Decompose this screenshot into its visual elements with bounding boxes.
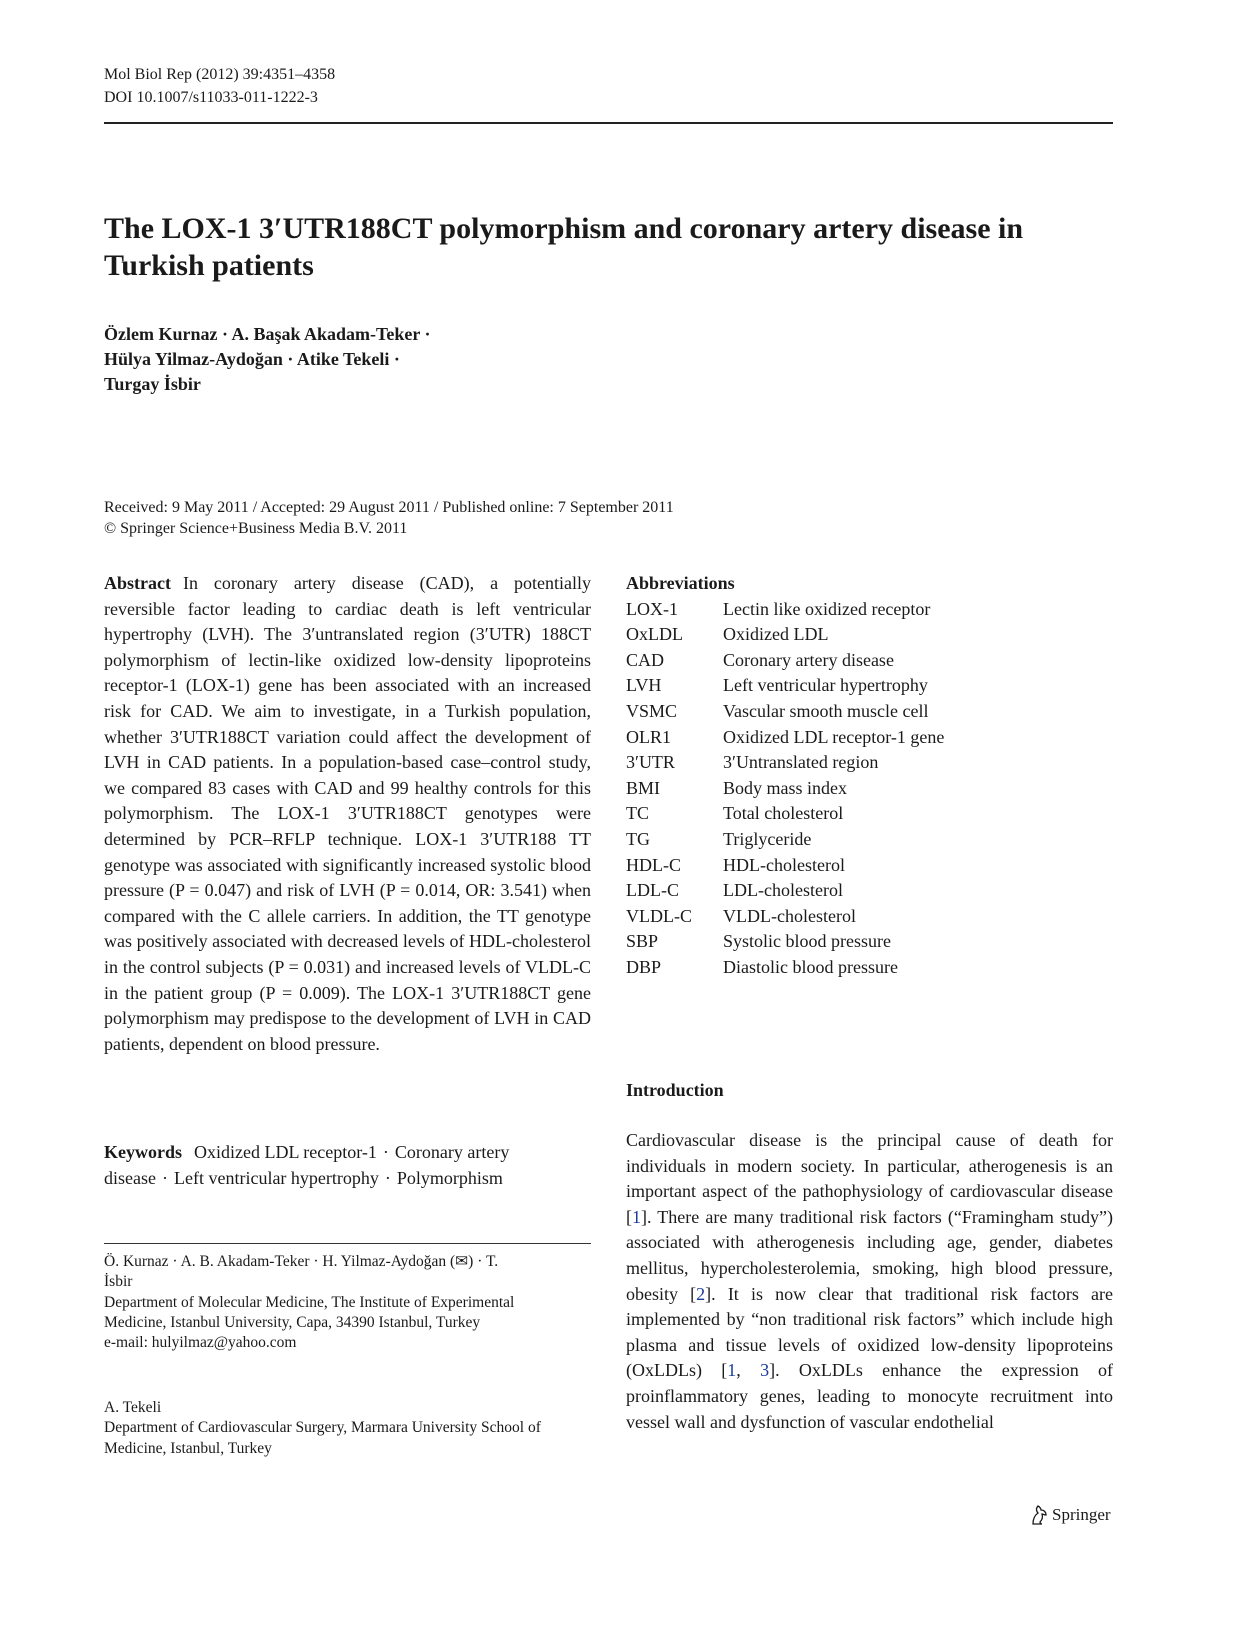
abbreviation-definition: Coronary artery disease (723, 649, 894, 670)
abbreviation-row (626, 853, 1113, 879)
publisher-name: Springer (1052, 1505, 1111, 1524)
abstract-label: Abstract (104, 573, 171, 593)
abbreviation-definition: HDL-cholesterol (723, 854, 845, 875)
abbreviation-definition: Diastolic blood pressure (723, 956, 898, 977)
introduction-text (626, 1128, 1113, 1435)
keywords (104, 1140, 591, 1191)
abbreviation-definition: VLDL-cholesterol (723, 905, 856, 926)
citation-link[interactable]: 2 (696, 1283, 706, 1304)
affiliation-divider (104, 1243, 591, 1244)
received-accepted-dates: Received: 9 May 2011 / Accepted: 29 August 2011 / Published online: 7 September 2011 (104, 499, 674, 516)
keyword: Coronary artery disease (104, 1142, 510, 1188)
abbreviation-definition: Oxidized LDL receptor-1 gene (723, 726, 945, 747)
publisher-logo (1029, 1504, 1111, 1526)
intro-text-segment: ]. It is now clear that traditional risk factors are implemented by “non traditional risk factors” which include high plasma and tissue levels of oxidized low-density lipoproteins (OxLDLs) [ (626, 1283, 1113, 1381)
affiliation-department: Department of Cardiovascular Surgery, Marmara University School of Medicine, Istanbul, Turkey (104, 1419, 541, 1457)
introduction-heading: Introduction (626, 1080, 724, 1100)
keyword: Left ventricular hypertrophy (173, 1167, 379, 1188)
copyright-line: © Springer Science+Business Media B.V. 2011 (104, 520, 408, 537)
abbreviation-term: SBP (626, 931, 659, 952)
affiliation-block-1 (104, 1252, 524, 1353)
abbreviation-row (626, 878, 1113, 904)
abbreviation-row (626, 622, 1113, 648)
keyword: Oxidized LDL receptor-1 (194, 1142, 377, 1162)
abbreviation-row (626, 699, 1113, 725)
abbreviation-definition: Total cholesterol (723, 803, 844, 824)
affiliation-department: Department of Molecular Medicine, The Institute of Experimental Medicine, Istanbul University, Capa, 34390 Istanbul, Turkey (104, 1293, 515, 1331)
abbreviation-term: DBP (626, 956, 662, 977)
header-divider (104, 122, 1113, 124)
abbreviation-term: VLDL-C (626, 905, 692, 926)
corresponding-email[interactable]: e-mail: hulyilmaz@yahoo.com (104, 1334, 297, 1352)
abbreviation-row (626, 827, 1113, 853)
abbreviation-term: LDL-C (626, 880, 679, 901)
keywords-label: Keywords (104, 1142, 182, 1162)
abbreviation-term: 3′UTR (626, 752, 675, 773)
abbreviation-definition: LDL-cholesterol (723, 880, 843, 901)
springer-horse-icon (1029, 1504, 1049, 1526)
abbreviation-term: BMI (626, 777, 661, 798)
intro-text-segment: ]. OxLDLs enhance the expression of proinflammatory genes, leading to monocyte recruitment into vessel wall and dysfunction of vascular endothelial (626, 1360, 1114, 1432)
keyword-separator: · (382, 1142, 389, 1162)
abbreviation-row (626, 904, 1113, 930)
abbreviation-definition: Oxidized LDL (723, 624, 829, 645)
keyword-separator: · (161, 1167, 168, 1188)
abbreviation-term: LVH (626, 675, 662, 696)
abbreviation-term: OLR1 (626, 726, 671, 747)
abstract (104, 571, 591, 1057)
abbreviation-row (626, 776, 1113, 802)
intro-text-segment: Cardiovascular disease is the principal cause of death for individuals in modern society. In particular, atherogenesis is an important aspect of the pathophysiology of cardiovascular disease [ (626, 1130, 1113, 1227)
abbreviation-row (626, 955, 1113, 981)
abbreviations-heading: Abbreviations (626, 573, 735, 593)
abbreviation-term: HDL-C (626, 854, 681, 875)
abbreviation-definition: Body mass index (723, 777, 847, 798)
abbreviation-list (626, 597, 1113, 981)
abbreviations (626, 571, 1113, 981)
affiliation-author: A. Tekeli (104, 1399, 162, 1416)
abbreviation-term: OxLDL (626, 624, 683, 645)
citation-separator: , (736, 1360, 761, 1381)
citation-link[interactable]: 1 (727, 1360, 737, 1381)
abbreviation-definition: 3′Untranslated region (723, 752, 879, 773)
author-line: Turgay İsbir (104, 374, 201, 394)
citation-link[interactable]: 3 (760, 1360, 770, 1381)
abbreviation-definition: Vascular smooth muscle cell (723, 700, 929, 721)
abstract-text: In coronary artery disease (CAD), a potentially reversible factor leading to cardiac death is left ventricular hypertrophy (LVH). The 3′untranslated region (3′UTR) 188CT polymorphism of lectin-like oxidized low-density lipoproteins receptor-1 (LOX-1) gene has been associated with an increased risk for CAD. We aim to investigate, in a Turkish population, whether 3′UTR188CT variation could affect the development of LVH in CAD patients. In a population-based case–control study, we compared 83 cases with CAD and 99 healthy controls for this polymorphism. The LOX-1 3′UTR188CT genotypes were determined by PCR–RFLP technique. LOX-1 3′UTR188 TT genotype was associated with significantly increased systolic blood pressure (P = 0.047) and risk of LVH (P = 0.014, OR: 3.541) when compared with the C allele carriers. In addition, the TT genotype was positively associated with decreased levels of HDL-cholesterol in the control subjects (P = 0.031) and increased levels of VLDL-C in the patient group (P = 0.009). The LOX-1 3′UTR188CT gene polymorphism may predispose to the development of LVH in CAD patients, dependent on blood pressure. (104, 573, 591, 1054)
abbreviation-term: TG (626, 828, 650, 849)
keyword: Polymorphism (396, 1167, 503, 1188)
affiliation-authors: Ö. Kurnaz · A. B. Akadam-Teker · H. Yilmaz-Aydoğan (✉) · T. İsbir (104, 1253, 499, 1291)
author-line: Özlem Kurnaz · A. Başak Akadam-Teker · (104, 324, 431, 344)
citation-link[interactable]: 1 (632, 1206, 641, 1227)
abbreviation-row (626, 597, 1113, 623)
abbreviation-definition: Triglyceride (723, 828, 812, 849)
author-line: Hülya Yilmaz-Aydoğan · Atike Tekeli · (104, 349, 400, 369)
journal-doi: DOI 10.1007/s11033-011-1222-3 (104, 89, 318, 106)
abbreviation-term: CAD (626, 649, 665, 670)
abbreviation-row (626, 801, 1113, 827)
abbreviation-row (626, 648, 1113, 674)
intro-text-segment: ]. There are many traditional risk factors (“Framingham study”) associated with atherogenesis including age, gender, diabetes mellitus, hypercholesterolemia, smoking, high blood pressure, obesity [ (626, 1206, 1113, 1304)
abbreviation-definition: Left ventricular hypertrophy (723, 675, 928, 696)
author-list (104, 322, 431, 397)
abbreviation-term: TC (626, 803, 650, 824)
abbreviation-definition: Lectin like oxidized receptor (723, 598, 931, 619)
journal-citation: Mol Biol Rep (2012) 39:4351–4358 (104, 66, 336, 83)
affiliation-block-2 (104, 1398, 544, 1459)
abbreviation-row (626, 929, 1113, 955)
publication-history (104, 497, 674, 539)
abbreviation-row (626, 725, 1113, 751)
abbreviation-row (626, 750, 1113, 776)
abbreviation-definition: Systolic blood pressure (723, 931, 891, 952)
abbreviation-term: LOX-1 (626, 598, 678, 619)
abbreviation-term: VSMC (626, 700, 678, 721)
keyword-separator: · (384, 1167, 391, 1188)
article-title: The LOX-1 3′UTR188CT polymorphism and coronary artery disease in Turkish patients (104, 212, 1024, 282)
abbreviation-row (626, 673, 1113, 699)
